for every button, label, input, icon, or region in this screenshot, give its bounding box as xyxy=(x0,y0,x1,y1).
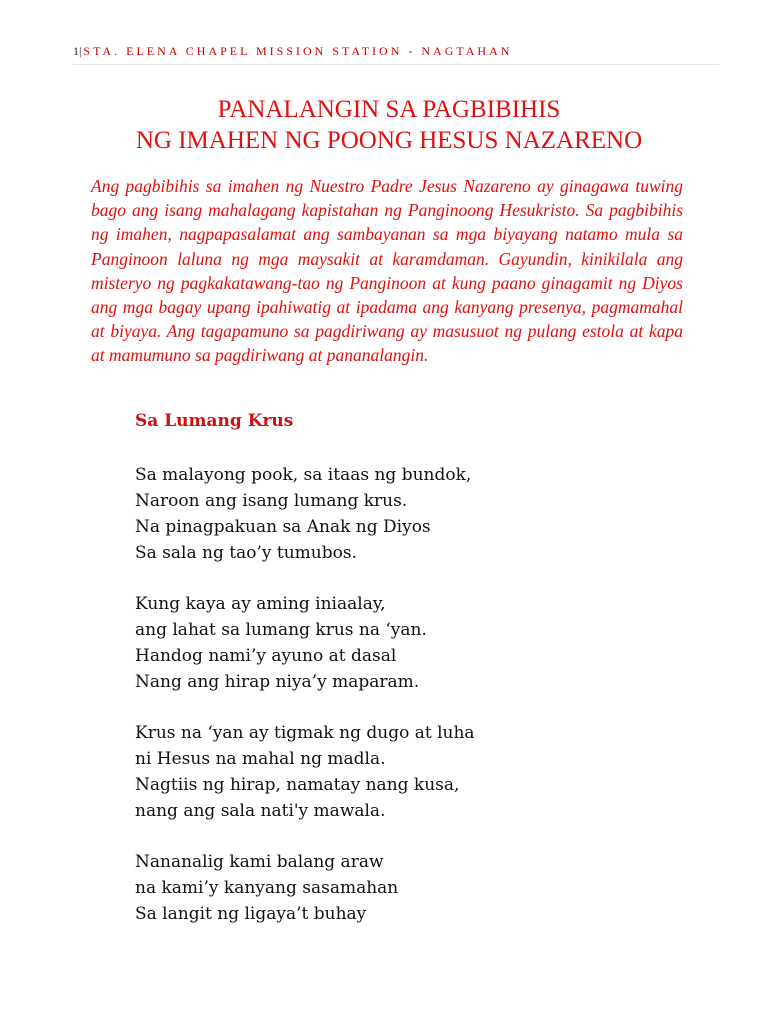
lyric-line: Sa sala ng tao’y tumubos. xyxy=(135,543,357,563)
title-line-1: PANALANGIN SA PAGBIBIHIS xyxy=(217,96,561,123)
page-number: 1 xyxy=(73,44,79,58)
lyric-line: na kami’y kanyang sasamahan xyxy=(135,878,399,898)
lyric-line: nang ang sala nati'y mawala. xyxy=(135,801,386,821)
header-text: STA. ELENA CHAPEL MISSION STATION - NAGTAHAN xyxy=(83,44,513,58)
lyric-line: Sa malayong pook, sa itaas ng bundok, xyxy=(135,465,472,485)
lyric-line: ni Hesus na mahal ng madla. xyxy=(135,749,386,769)
document-title xyxy=(60,94,718,156)
stanza xyxy=(135,849,475,927)
header-separator: | xyxy=(79,44,82,58)
page-header xyxy=(73,44,719,65)
lyric-line: Sa langit ng ligaya’t buhay xyxy=(135,904,367,924)
lyric-line: ang lahat sa lumang krus na ‘yan. xyxy=(135,620,427,640)
lyric-line: Nagtiis ng hirap, namatay nang kusa, xyxy=(135,775,460,795)
stanza xyxy=(135,591,475,695)
lyric-line: Nang ang hirap niya’y maparam. xyxy=(135,672,420,692)
lyric-line: Handog nami’y ayuno at dasal xyxy=(135,646,397,666)
lyric-line: Kung kaya ay aming iniaalay, xyxy=(135,594,386,614)
lyric-line: Naroon ang isang lumang krus. xyxy=(135,491,408,511)
intro-paragraph: Ang pagbibihis sa imahen ng Nuestro Padre Jesus Nazareno ay ginagawa tuwing bago ang isang mahalagang kapistahan ng Panginoong Hesukristo. Sa pagbibihis ng imahen, nagpapasalamat ang sambayanan sa mga biyayang natamo mula sa Panginoon laluna ng mga maysakit at karamdaman. Gayundin, kinikilala ang misteryo ng pagkakatawang-tao ng Panginoon at kung paano ginagamit ng Diyos ang mga bagay upang ipahiwatig at ipadama ang kanyang presenya, pagmamahal at biyaya. Ang tagapamuno sa pagdiriwang ay masusuot ng pulang estola at kapa at mamumuno sa pagdiriwang at pananalangin. xyxy=(91,176,683,366)
title-line-2: NG IMAHEN NG POONG HESUS NAZARENO xyxy=(135,127,643,154)
song-lyrics xyxy=(135,462,475,952)
stanza xyxy=(135,462,475,566)
lyric-line: Na pinagpakuan sa Anak ng Diyos xyxy=(135,517,431,537)
lyric-line: Nananalig kami balang araw xyxy=(135,852,384,872)
song-title: Sa Lumang Krus xyxy=(135,411,294,431)
lyric-line: Krus na ‘yan ay tigmak ng dugo at luha xyxy=(135,723,475,743)
stanza xyxy=(135,720,475,824)
